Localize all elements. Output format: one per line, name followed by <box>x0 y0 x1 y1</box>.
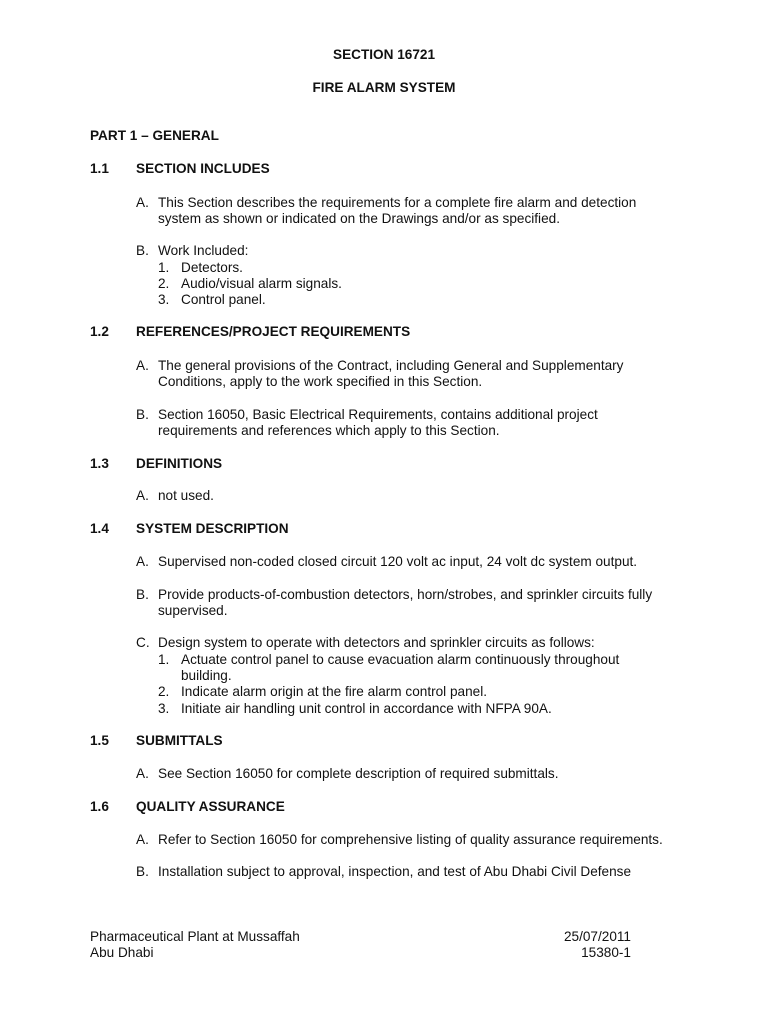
list-number: 2. <box>158 684 170 699</box>
list-item: Audio/visual alarm signals. <box>181 276 342 291</box>
footer-project-name: Pharmaceutical Plant at Mussaffah <box>90 929 300 944</box>
item-letter: A. <box>136 488 149 503</box>
list-item: Actuate control panel to cause evacuation alarm continuously throughout <box>181 652 620 667</box>
section-1-2-number: 1.2 <box>90 324 109 339</box>
paragraph-line: Conditions, apply to the work specified in this Section. <box>158 374 483 389</box>
list-item: Initiate air handling unit control in accordance with NFPA 90A. <box>181 701 552 716</box>
section-1-4-number: 1.4 <box>90 521 109 536</box>
item-letter: A. <box>136 358 149 373</box>
section-number: SECTION 16721 <box>333 47 435 62</box>
list-number: 3. <box>158 292 170 307</box>
list-item-continued: building. <box>181 668 232 683</box>
item-letter: A. <box>136 554 149 569</box>
section-1-6-title: QUALITY ASSURANCE <box>136 799 285 814</box>
list-item: Detectors. <box>181 260 243 275</box>
paragraph-line: Refer to Section 16050 for comprehensive listing of quality assurance requirements. <box>158 832 663 847</box>
paragraph-line: not used. <box>158 488 214 503</box>
paragraph-line: supervised. <box>158 603 228 618</box>
list-item: Indicate alarm origin at the fire alarm control panel. <box>181 684 488 699</box>
footer-location: Abu Dhabi <box>90 945 154 960</box>
paragraph-line: Supervised non-coded closed circuit 120 volt ac input, 24 volt dc system output. <box>158 554 638 569</box>
item-letter: A. <box>136 195 149 210</box>
paragraph-line: system as shown or indicated on the Drawings and/or as specified. <box>158 211 560 226</box>
section-1-5-title: SUBMITTALS <box>136 733 223 748</box>
paragraph-line: Design system to operate with detectors and sprinkler circuits as follows: <box>158 635 595 650</box>
section-1-1-number: 1.1 <box>90 161 109 176</box>
paragraph-line: See Section 16050 for complete description of required submittals. <box>158 766 559 781</box>
paragraph-line: Section 16050, Basic Electrical Requirements, contains additional project <box>158 407 598 422</box>
footer-date: 25/07/2011 <box>563 929 631 944</box>
section-1-6-number: 1.6 <box>90 799 109 814</box>
paragraph-line: The general provisions of the Contract, including General and Supplementary <box>158 358 624 373</box>
section-1-1-title: SECTION INCLUDES <box>136 161 270 176</box>
item-letter: B. <box>136 407 149 422</box>
section-1-5-number: 1.5 <box>90 733 109 748</box>
section-1-4-title: SYSTEM DESCRIPTION <box>136 521 289 536</box>
paragraph-line: Provide products-of-combustion detectors, horn/strobes, and sprinkler circuits fully <box>158 587 653 602</box>
section-1-3-number: 1.3 <box>90 456 109 471</box>
list-number: 1. <box>158 652 170 667</box>
item-letter: A. <box>136 832 149 847</box>
list-number: 2. <box>158 276 170 291</box>
document-title: FIRE ALARM SYSTEM <box>312 80 456 95</box>
item-letter: A. <box>136 766 149 781</box>
paragraph-line: requirements and references which apply to this Section. <box>158 423 500 438</box>
list-number: 3. <box>158 701 170 716</box>
item-letter: C. <box>136 635 150 650</box>
paragraph-line: Installation subject to approval, inspection, and test of Abu Dhabi Civil Defense <box>158 864 632 879</box>
list-item: Control panel. <box>181 292 266 307</box>
item-letter: B. <box>136 243 149 258</box>
part-heading: PART 1 – GENERAL <box>90 128 219 143</box>
paragraph-line: Work Included: <box>158 243 249 258</box>
item-letter: B. <box>136 587 149 602</box>
item-letter: B. <box>136 864 149 879</box>
footer-page-number: 15380-1 <box>581 945 631 960</box>
paragraph-line: This Section describes the requirements for a complete fire alarm and detection <box>158 195 637 210</box>
section-1-2-title: REFERENCES/PROJECT REQUIREMENTS <box>136 324 411 339</box>
section-1-3-title: DEFINITIONS <box>136 456 223 471</box>
list-number: 1. <box>158 260 170 275</box>
